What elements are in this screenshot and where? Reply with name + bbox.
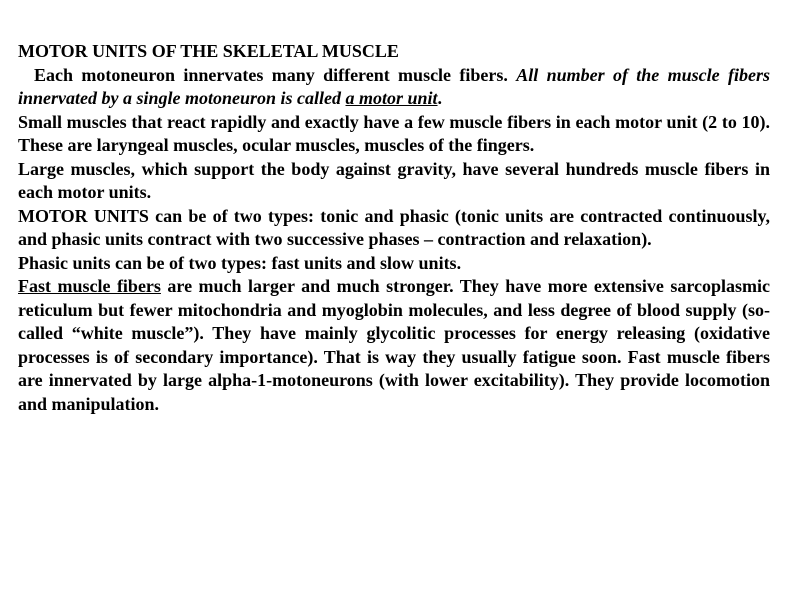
paragraph-motor-unit-definition <box>18 64 770 111</box>
term-fast-muscle-fibers: Fast muscle fibers <box>18 276 161 296</box>
p1-end: . <box>437 88 443 108</box>
paragraph-phasic-units: Phasic units can be of two types: fast units and slow units. <box>18 252 462 273</box>
paragraph-fast-fibers <box>18 275 770 416</box>
p6-rest: are much larger and much stronger. They have more extensive sarcoplasmic reticulum but fewer mitochondria and myoglobin molecules, and less degree of blood supply (so-called “white muscle”). They have mainly glycolitic processes for energy releasing (oxidative processes is of secondary importance). That is way they usually fatigue soon. Fast muscle fibers are innervated by large alpha-1-motoneurons (with lower excitability). They provide locomotion and manipulation. <box>18 276 770 414</box>
document-title: MOTOR UNITS OF THE SKELETAL MUSCLE <box>18 41 399 61</box>
paragraph-small-muscles: Small muscles that react rapidly and exactly have a few muscle fibers in each motor unit (2 to 10). These are laryngeal muscles, ocular muscles, muscles of the fingers. <box>18 111 770 155</box>
document-page <box>18 40 770 416</box>
paragraph-motor-unit-types: MOTOR UNITS can be of two types: tonic and phasic (tonic units are contracted continuously, and phasic units contract with two successive phases – contraction and relaxation). <box>18 205 770 249</box>
term-motor-unit: a motor unit <box>345 88 438 108</box>
p1-italic-text: All number of the muscle fibers innervated by a single motoneuron is called <box>18 64 770 108</box>
p1-text: Each motoneuron innervates many different muscle fibers. <box>34 64 517 85</box>
paragraph-large-muscles: Large muscles, which support the body against gravity, have several hundreds muscle fibers in each motor units. <box>18 158 770 202</box>
